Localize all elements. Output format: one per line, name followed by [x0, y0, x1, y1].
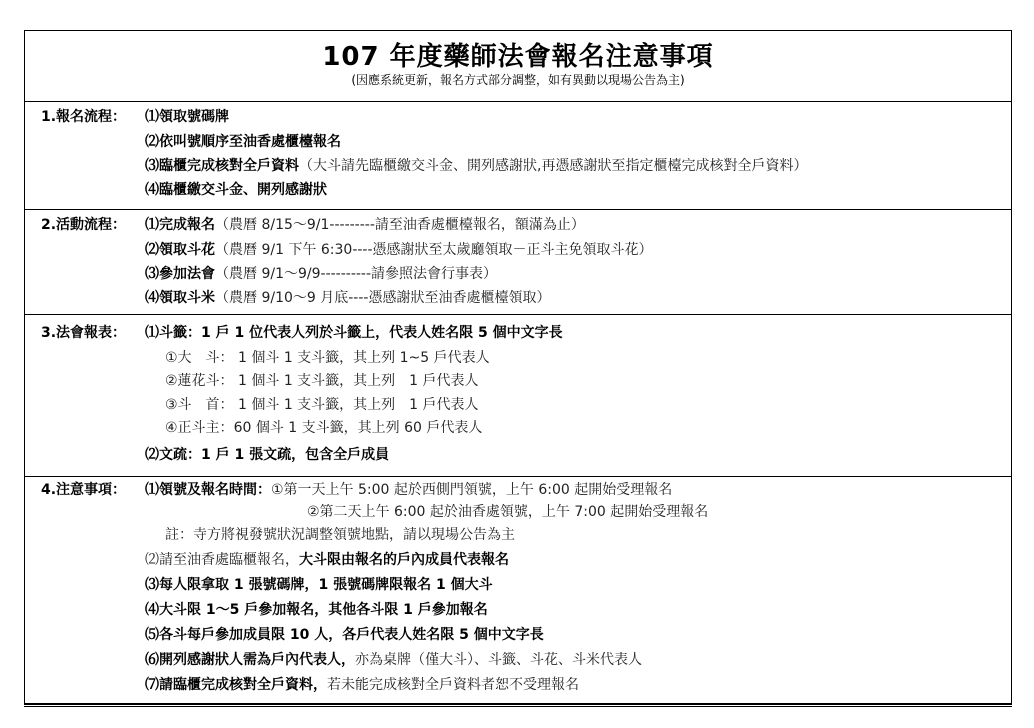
- remark: 註：寺方將視發號狀況調整領號地點，請以現場公告為主: [165, 527, 515, 543]
- list-item: ⑴斗籤：1 戶 1 位代表人列於斗籤上，代表人姓名限 5 個中文字長: [145, 325, 563, 341]
- page-subtitle: (因應系統更新，報名方式部分調整，如有異動以現場公告為主): [351, 73, 685, 87]
- list-item: ⑷大斗限 1～5 戶參加報名，其他各斗限 1 戶參加報名: [145, 602, 488, 618]
- list-item: ④正斗主：60 個斗 1 支斗籤，其上列 60 戶代表人: [165, 420, 483, 436]
- list-item: ⑷臨櫃繳交斗金、開列感謝狀: [145, 182, 327, 198]
- list-item: ⑹開列感謝狀人需為戶內代表人，亦為桌牌（僅大斗）、斗籤、斗花、斗米代表人: [145, 652, 642, 668]
- section-heading: 3.法會報表：: [41, 325, 127, 341]
- list-item: ⑵領取斗花（農曆 9/1 下午 6:30----憑感謝狀至太歲廳領取－正斗主免領取斗花）: [145, 242, 653, 258]
- list-item: ⑶每人限拿取 1 張號碼牌，1 張號碼牌限報名 1 個大斗: [145, 577, 493, 593]
- list-item: ⑵請至油香處臨櫃報名，大斗限由報名的戶內成員代表報名: [145, 552, 509, 568]
- list-item: ③斗 首： 1 個斗 1 支斗籤，其上列 1 戶代表人: [165, 397, 479, 413]
- list-item: ⑴完成報名（農曆 8/15～9/1---------請至油香處櫃檯報名，額滿為止）: [145, 217, 585, 233]
- list-item: ⑸各斗每戶參加成員限 10 人，各戶代表人姓名限 5 個中文字長: [145, 627, 544, 643]
- list-item: ⑺請臨櫃完成核對全戶資料，若未能完成核對全戶資料者恕不受理報名: [145, 677, 579, 693]
- list-item: ⑴領取號碼牌: [145, 109, 229, 125]
- list-item: ②蓮花斗： 1 個斗 1 支斗籤，其上列 1 戶代表人: [165, 373, 479, 389]
- list-item: ⑵依叫號順序至油香處櫃檯報名: [145, 134, 341, 150]
- section-notices: [25, 476, 1011, 705]
- section-registration-process: [25, 101, 1011, 210]
- list-item: ⑶參加法會（農曆 9/1～9/9----------請參照法會行事表）: [145, 266, 498, 282]
- section-heading: 4.注意事項：: [41, 482, 127, 498]
- section-heading: 2.活動流程：: [41, 217, 127, 233]
- header: [25, 31, 1011, 102]
- notice-frame: [24, 30, 1012, 704]
- list-item: ①大 斗： 1 個斗 1 支斗籤，其上列 1~5 戶代表人: [165, 350, 490, 366]
- bottom-rule: [24, 704, 1012, 707]
- list-item: ②第二天上午 6:00 起於油香處領號，上午 7:00 起開始受理報名: [307, 504, 709, 520]
- section-activity-process: [25, 209, 1011, 315]
- list-item: ⑵文疏：1 戶 1 張文疏，包含全戶成員: [145, 447, 390, 463]
- page-title: 107 年度藥師法會報名注意事項: [322, 42, 714, 72]
- section-ceremony-report: [25, 314, 1011, 477]
- section-heading: 1.報名流程：: [41, 109, 127, 125]
- list-item: ⑴領號及報名時間：①第一天上午 5:00 起於西側門領號，上午 6:00 起開始受理報名: [145, 482, 673, 498]
- list-item: ⑶臨櫃完成核對全戶資料（大斗請先臨櫃繳交斗金、開列感謝狀,再憑感謝狀至指定櫃檯完成核對全戶資料）: [145, 158, 808, 174]
- list-item: ⑷領取斗米（農曆 9/10～9 月底----憑感謝狀至油香處櫃檯領取）: [145, 290, 551, 306]
